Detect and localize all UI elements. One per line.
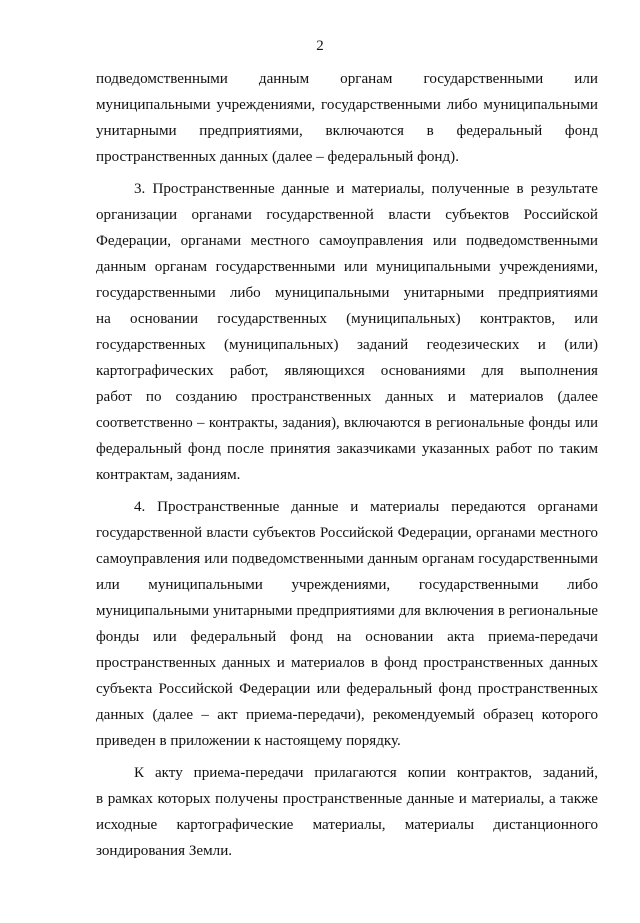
- text-line: исходные картографические материалы, материалы дистанционного: [96, 817, 598, 833]
- text-line: данных (далее – акт приема-передачи), рекомендуемый образец которого: [96, 707, 598, 723]
- text-line: в рамках которых получены пространственные данные и материалы, а также: [96, 791, 598, 807]
- document-body: [96, 66, 598, 864]
- text-line: или муниципальными учреждениями, государственными либо: [96, 577, 598, 593]
- paragraph-4: [96, 760, 598, 864]
- text-line: приведен в приложении к настоящему порядку.: [96, 733, 401, 749]
- paragraph-2: [96, 176, 598, 488]
- text-line: государственной власти субъектов Российской Федерации, органами местного: [96, 525, 598, 541]
- text-line: 3. Пространственные данные и материалы, полученные в результате: [134, 181, 598, 197]
- text-line: пространственных данных и материалов в фонд пространственных данных: [96, 655, 598, 671]
- text-line: 4. Пространственные данные и материалы передаются органами: [134, 499, 598, 515]
- text-line: пространственных данных (далее – федеральный фонд).: [96, 149, 459, 165]
- text-line: картографических работ, являющихся основаниями для выполнения: [96, 363, 598, 379]
- text-line: государственными либо муниципальными унитарными предприятиями: [96, 285, 598, 301]
- text-line: на основании государственных (муниципальных) контрактов, или: [96, 311, 598, 327]
- text-line: Федерации, органами местного самоуправления или подведомственными: [96, 233, 598, 249]
- text-line: работ по созданию пространственных данных и материалов (далее: [96, 389, 598, 405]
- text-line: самоуправления или подведомственными данным органам государственными: [96, 551, 598, 567]
- text-line: государственных (муниципальных) заданий геодезических и (или): [96, 337, 598, 353]
- text-line: федеральный фонд после принятия заказчиками указанных работ по таким: [96, 441, 598, 457]
- page-number: 2: [316, 38, 324, 54]
- text-line: зондирования Земли.: [96, 843, 233, 859]
- text-line: соответственно – контракты, задания), включаются в региональные фонды или: [96, 415, 598, 431]
- text-line: К акту приема-передачи прилагаются копии контрактов, заданий,: [134, 765, 598, 781]
- text-line: данным органам государственными или муниципальными учреждениями,: [96, 259, 598, 275]
- text-line: муниципальными унитарными предприятиями для включения в региональные: [96, 603, 598, 619]
- text-line: подведомственными данным органам государственными или: [96, 71, 598, 87]
- paragraph-1: [96, 66, 598, 170]
- text-line: организации органами государственной власти субъектов Российской: [96, 207, 598, 223]
- text-line: контрактам, заданиям.: [96, 467, 241, 483]
- text-line: фонды или федеральный фонд на основании акта приема-передачи: [96, 629, 598, 645]
- text-line: унитарными предприятиями, включаются в федеральный фонд: [96, 123, 598, 139]
- text-line: субъекта Российской Федерации или федеральный фонд пространственных: [96, 681, 598, 697]
- text-line: муниципальными учреждениями, государственными либо муниципальными: [96, 97, 598, 113]
- paragraph-3: [96, 494, 598, 754]
